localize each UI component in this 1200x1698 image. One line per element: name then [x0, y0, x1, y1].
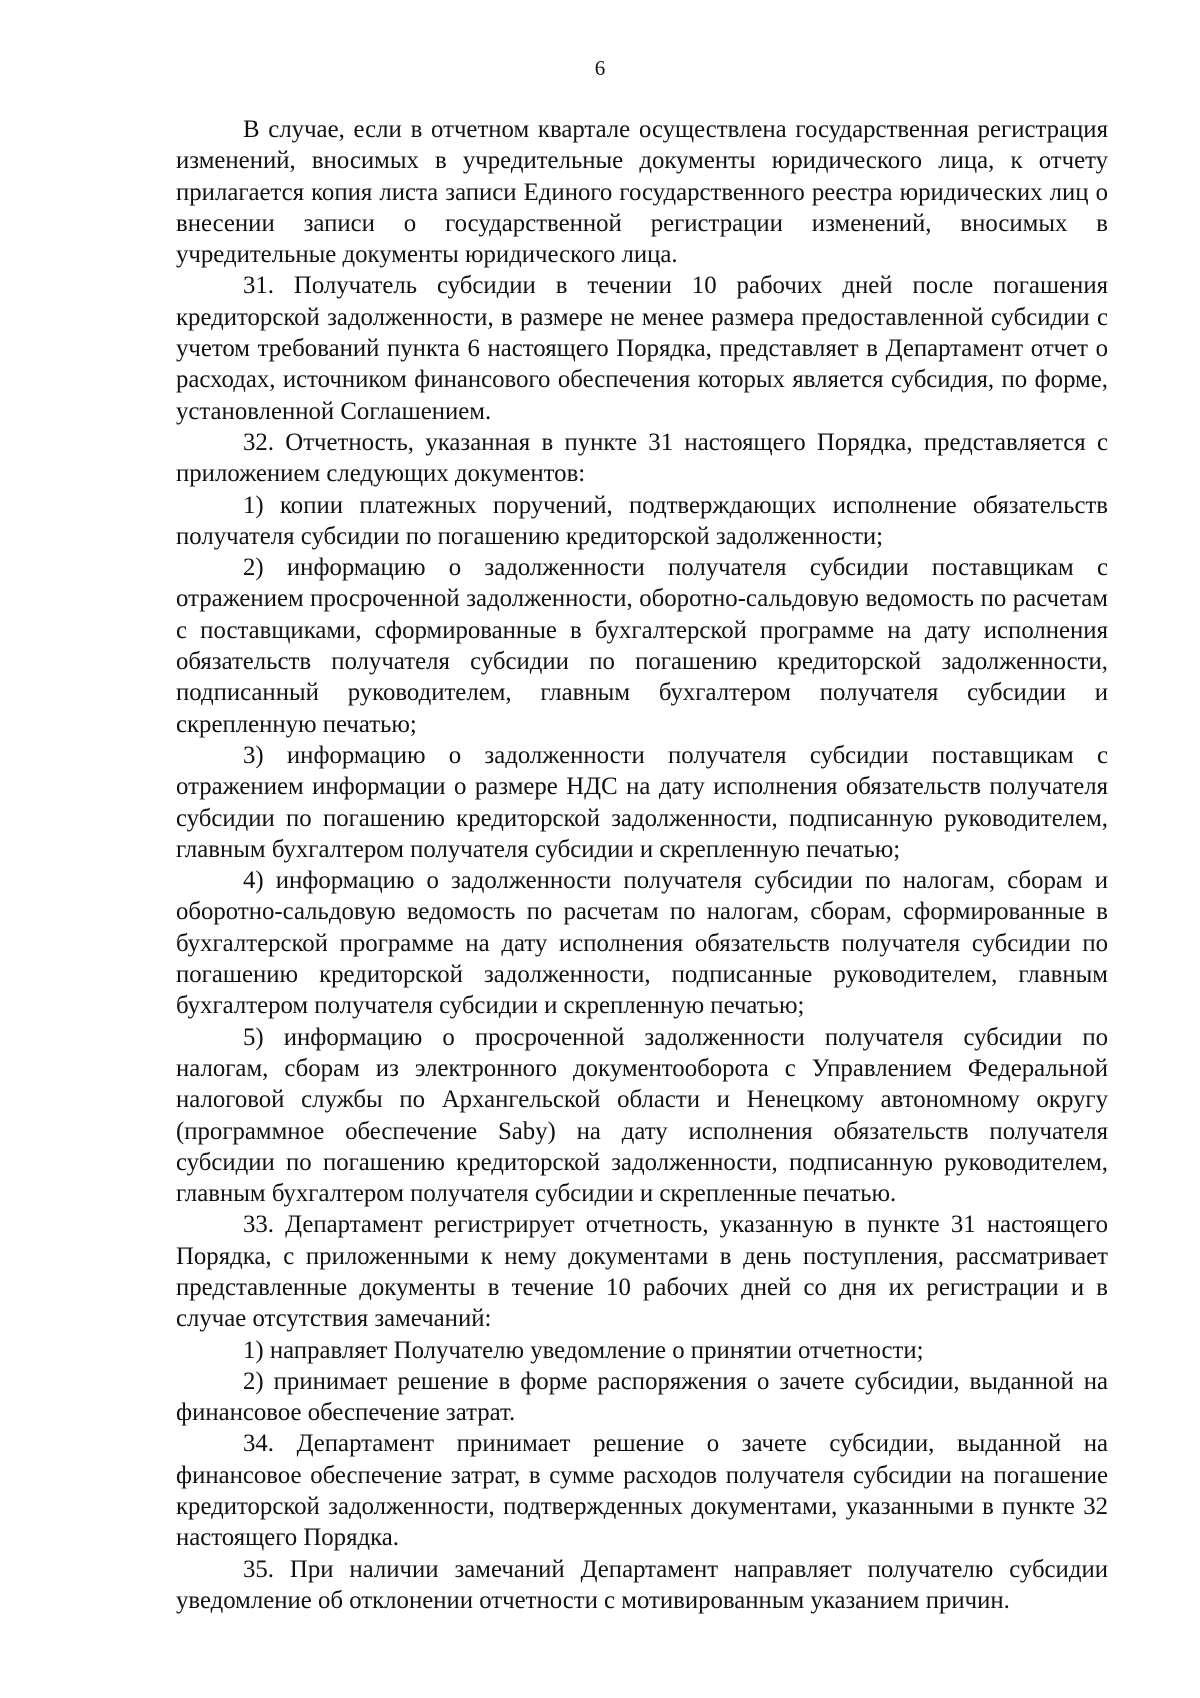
paragraph-32: 32. Отчетность, указанная в пункте 31 настоящего Порядка, представляется с приложением следующих документов:	[176, 428, 1108, 488]
paragraph-32-item-2: 2) информацию о задолженности получателя субсидии поставщикам с отражением просроченной задолженности, оборотно-сальдовую ведомость по расчетам с поставщиками, сформированные в бухгалтерской программе на дату исполнения обязательств получателя субсидии по погашению кредиторской задолженности, подписанный руководителем, главным бухгалтером получателя субсидии и скрепленную печатью;	[176, 554, 1108, 738]
paragraph-32-item-3: 3) информацию о задолженности получателя субсидии поставщикам с отражением информации о размере НДС на дату исполнения обязательств получателя субсидии по погашению кредиторской задолженности, подписанную руководителем, главным бухгалтером получателя субсидии и скрепленную печатью;	[176, 741, 1108, 863]
paragraph-31: 31. Получатель субсидии в течении 10 рабочих дней после погашения кредиторской задолженности, в размере не менее размера предоставленной субсидии с учетом требований пункта 6 настоящего Порядка, представляет в Департамент отчет о расходах, источником финансового обеспечения которых является субсидия, по форме, установленной Соглашением.	[176, 272, 1108, 425]
paragraph-32-item-5: 5) информацию о просроченной задолженности получателя субсидии по налогам, сборам из электронного документооборота с Управлением Федеральной налоговой службы по Архангельской области и Ненецкому автономному округу (программное обеспечение Saby) на дату исполнения обязательств получателя субсидии по погашению кредиторской задолженности, подписанную руководителем, главным бухгалтером получателя субсидии и скрепленные печатью.	[176, 1023, 1108, 1208]
page-number: 6	[594, 56, 606, 80]
paragraph-33-item-2: 2) принимает решение в форме распоряжения о зачете субсидии, выданной на финансовое обеспечение затрат.	[176, 1367, 1108, 1427]
document-body	[176, 114, 1108, 1616]
paragraph-34: 34. Департамент принимает решение о зачете субсидии, выданной на финансовое обеспечение затрат, в сумме расходов получателя субсидии на погашение кредиторской задолженности, подтвержденных документами, указанными в пункте 32 настоящего Порядка.	[176, 1430, 1108, 1552]
paragraph-35: 35. При наличии замечаний Департамент направляет получателю субсидии уведомление об отклонении отчетности с мотивированным указанием причин.	[176, 1555, 1108, 1614]
paragraph-32-item-1: 1) копии платежных поручений, подтверждающих исполнение обязательств получателя субсидии по погашению кредиторской задолженности;	[176, 491, 1108, 550]
paragraph-32-item-4: 4) информацию о задолженности получателя субсидии по налогам, сборам и оборотно-сальдовую ведомость по расчетам по налогам, сборам, сформированные в бухгалтерской программе на дату исполнения обязательств получателя субсидии по погашению кредиторской задолженности, подписанные руководителем, главным бухгалтером получателя субсидии и скрепленную печатью;	[176, 867, 1108, 1020]
paragraph-33: 33. Департамент регистрирует отчетность, указанную в пункте 31 настоящего Порядка, с приложенными к нему документами в день поступления, рассматривает представленные документы в течение 10 рабочих дней со дня их регистрации и в случае отсутствия замечаний:	[176, 1211, 1108, 1333]
paragraph-state-registration: В случае, если в отчетном квартале осуществлена государственная регистрация изменений, вносимых в учредительные документы юридического лица, к отчету прилагается копия листа записи Единого государственного реестра юридических лиц о внесении записи о государственной регистрации изменений, вносимых в учредительные документы юридического лица.	[176, 116, 1108, 269]
paragraph-33-item-1: 1) направляет Получателю уведомление о принятии отчетности;	[243, 1336, 924, 1364]
